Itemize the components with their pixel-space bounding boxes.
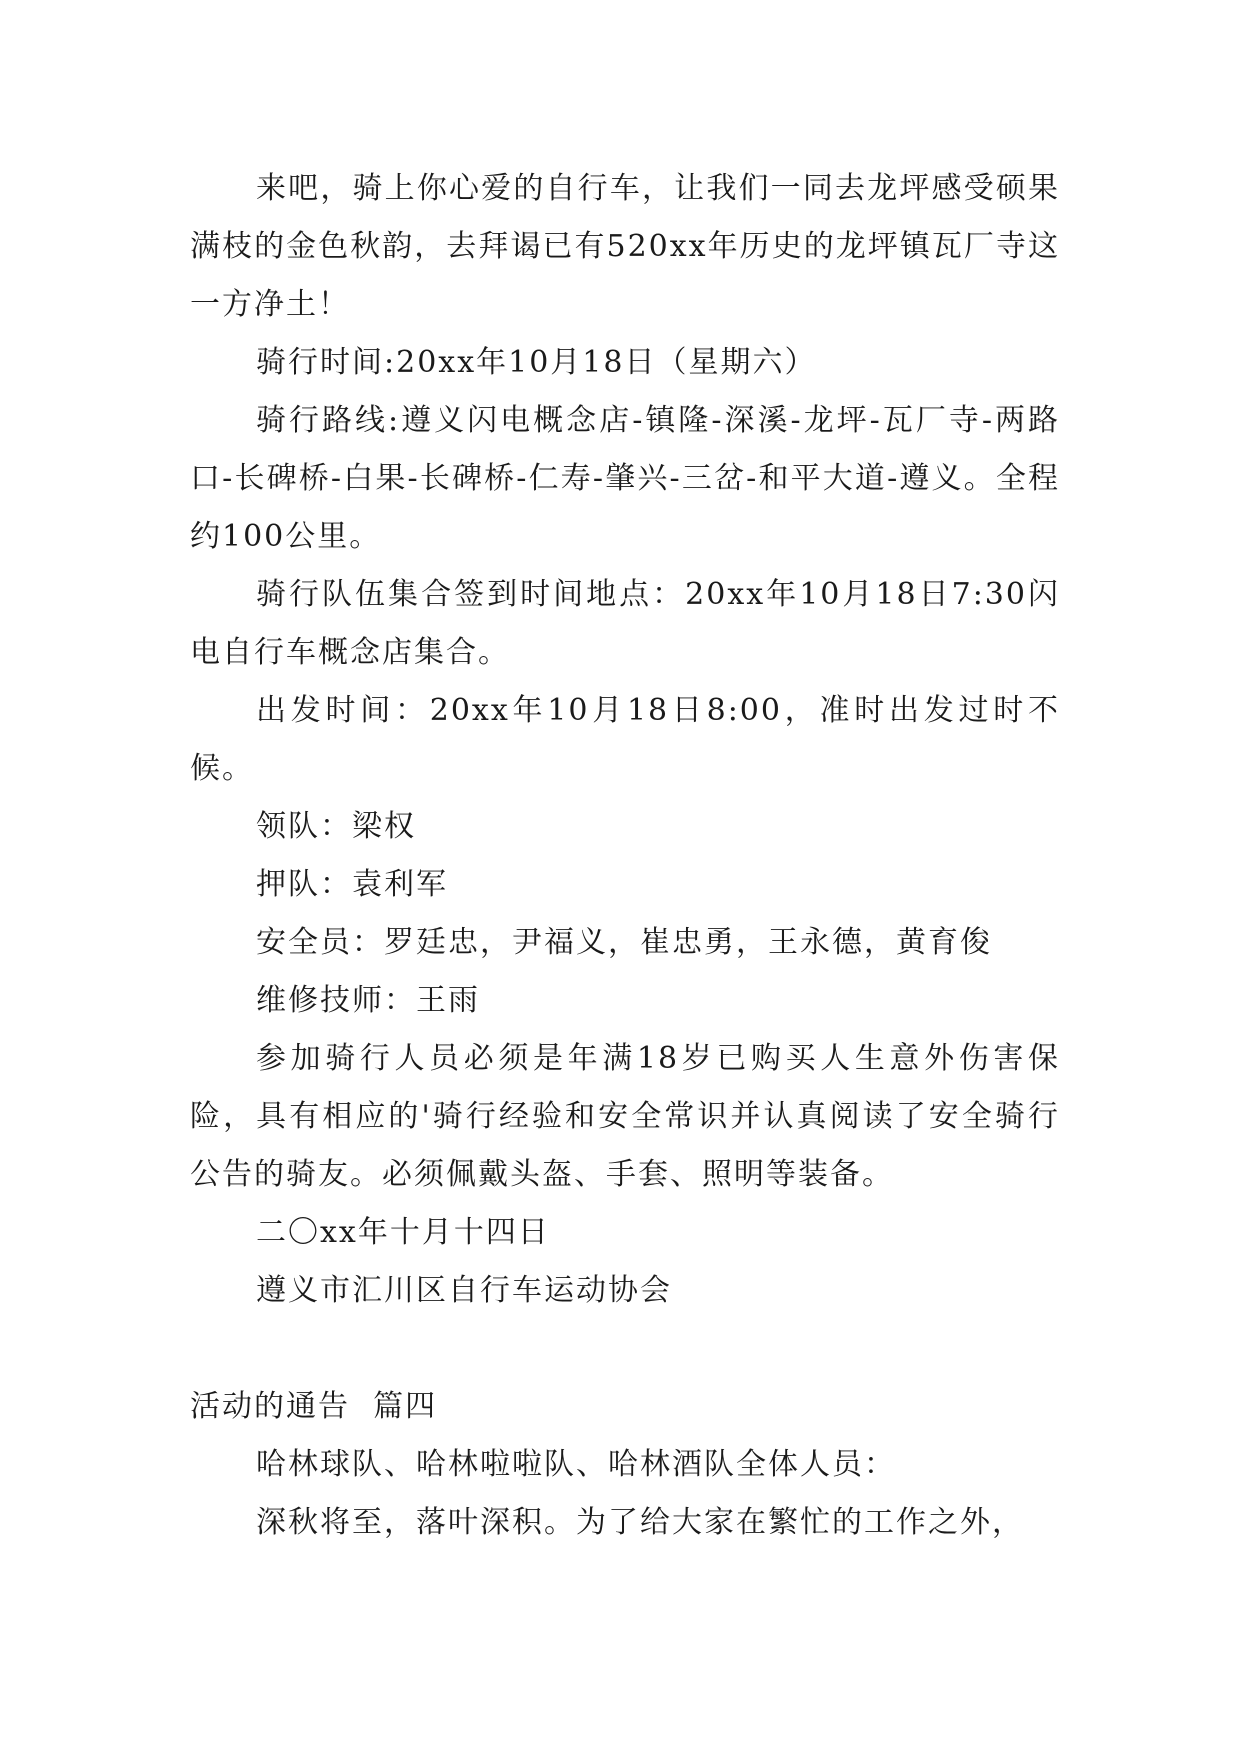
paragraph-invitation: 来吧，骑上你心爱的自行车，让我们一同去龙坪感受硕果满枝的金色秋韵，去拜谒已有520xx年历史的龙坪镇瓦厂寺这一方净土！ [190, 171, 1060, 322]
paragraph-date: 二〇xx年十月十四日 [256, 1215, 550, 1250]
paragraph-assembly: 骑行队伍集合签到时间地点：20xx年10月18日7:30闪电自行车概念店集合。 [190, 577, 1060, 670]
paragraph-intro: 深秋将至，落叶深积。为了给大家在繁忙的工作之外， [256, 1505, 1024, 1540]
paragraph-ride-time: 骑行时间:20xx年10月18日（星期六） [256, 345, 817, 380]
paragraph-safety-officers: 安全员：罗廷忠，尹福义，崔忠勇，王永德，黄育俊 [256, 925, 992, 960]
section-gap [190, 1320, 1060, 1378]
paragraph-departure: 出发时间：20xx年10月18日8:00，准时出发过时不候。 [190, 693, 1060, 786]
paragraph-salutation: 哈林球队、哈林啦啦队、哈林酒队全体人员： [256, 1447, 896, 1482]
document-body [190, 160, 1060, 1552]
paragraph-leader: 领队：梁权 [256, 809, 416, 844]
paragraph-ride-route: 骑行路线:遵义闪电概念店-镇隆-深溪-龙坪-瓦厂寺-两路口-长碑桥-白果-长碑桥-仁寿-肇兴-三岔-和平大道-遵义。全程约100公里。 [190, 403, 1060, 554]
paragraph-requirements: 参加骑行人员必须是年满18岁已购买人生意外伤害保险，具有相应的'骑行经验和安全常识并认真阅读了安全骑行公告的骑友。必须佩戴头盔、手套、照明等装备。 [190, 1041, 1060, 1192]
paragraph-signature: 遵义市汇川区自行车运动协会 [256, 1273, 672, 1308]
section-heading: 活动的通告 篇四 [190, 1389, 438, 1424]
paragraph-rear-guard: 押队：袁利军 [256, 867, 448, 902]
paragraph-technician: 维修技师：王雨 [256, 983, 480, 1018]
